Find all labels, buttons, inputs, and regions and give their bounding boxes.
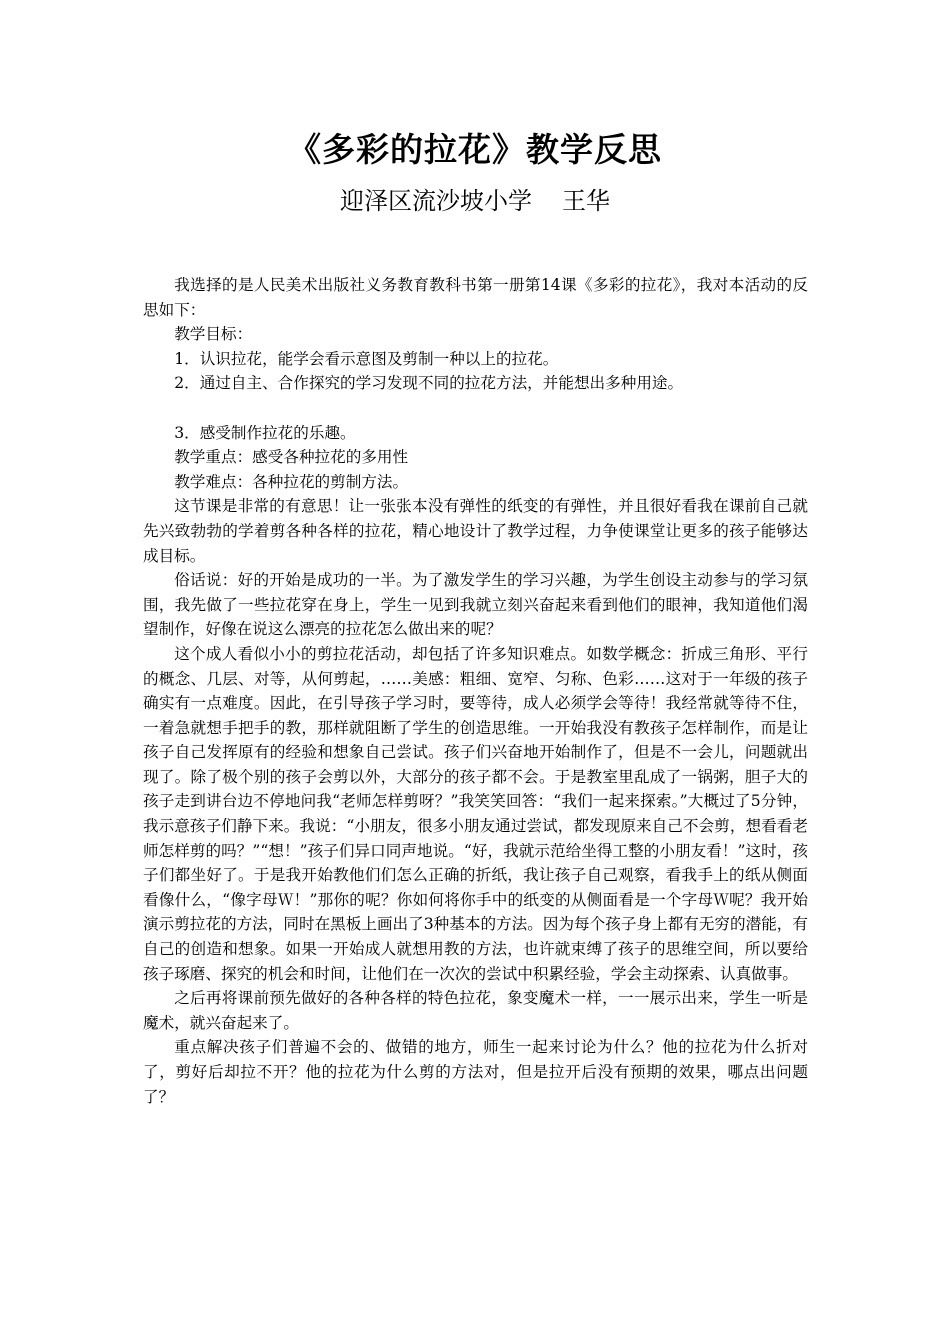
paragraph: 教学难点：各种拉花的剪制方法。 [174, 472, 409, 491]
author-name: 王华 [562, 187, 610, 215]
paragraph: 教学重点：感受各种拉花的多用性 [174, 448, 409, 467]
author-school: 迎泽区流沙坡小学 [340, 187, 532, 215]
paragraph: 这节课是非常的有意思！让一张张本没有弹性的纸变的有弹性，并且很好看我在课前自己就先兴致勃勃的学着剪各种各样的拉花，精心地设计了教学过程，力争使课堂让更多的孩子能够达成目标。 [143, 497, 808, 565]
paragraph: 1．认识拉花，能学会看示意图及剪制一种以上的拉花。 [174, 349, 559, 368]
author-line [0, 185, 950, 217]
paragraph: 之后再将课前预先做好的各种各样的特色拉花，象变魔术一样，一一展示出来，学生一听是魔术，就兴奋起来了。 [143, 989, 808, 1032]
paragraph: 2．通过自主、合作探究的学习发现不同的拉花方法，并能想出多种用途。 [174, 374, 684, 393]
paragraph: 3．感受制作拉花的乐趣。 [174, 423, 356, 442]
blank-line [143, 396, 808, 421]
page-title: 《多彩的拉花》教学反思 [288, 130, 662, 169]
paragraph: 俗话说：好的开始是成功的一半。为了激发学生的学习兴趣，为学生创设主动参与的学习氛围，我先做了一些拉花穿在身上，学生一见到我就立刻兴奋起来看到他们的眼神，我知道他们渴望制作，好像在说这么漂亮的拉花怎么做出来的呢？ [143, 571, 808, 639]
paragraph: 教学目标： [174, 325, 253, 344]
paragraph: 这个成人看似小小的剪拉花活动，却包括了许多知识难点。如数学概念：折成三角形、平行的概念、几层、对等，从何剪起，……美感：粗细、宽窄、匀称、色彩……这对于一年级的孩子确实有一点难度。因此，在引导孩子学习时，要等待，成人必须学会等待！我经常就等待不住，一着急就想手把手的教，那样就阻断了学生的创造思维。一开始我没有教孩子怎样制作，而是让孩子自己发挥原有的经验和想象自己尝试。孩子们兴奋地开始制作了，但是不一会儿，问题就出现了。除了极个别的孩子会剪以外，大部分的孩子都不会。于是教室里乱成了一锅粥，胆子大的孩子走到讲台边不停地问我“老师怎样剪呀？”我笑笑回答：“我们一起来探索。”大概过了5分钟，我示意孩子们静下来。我说：“小朋友，很多小朋友通过尝试，都发现原来自己不会剪，想看看老师怎样剪的吗？”“想！”孩子们异口同声地说。“好，我就示范给坐得工整的小朋友看！”这时，孩子们都坐好了。于是我开始教他们们怎么正确的折纸，我让孩子自己观察，看我手上的纸从侧面看像什么，“像字母Ｗ！”那你的呢？你如何将你手中的纸变的从侧面看是一个字母Ｗ呢？我开始演示剪拉花的方法，同时在黑板上画出了3种基本的方法。因为每个孩子身上都有无穷的潜能，有自己的创造和想象。如果一开始成人就想用教的方法，也许就束缚了孩子的思维空间，所以要给孩子琢磨、探究的机会和时间，让他们在一次次的尝试中积累经验，学会主动探索、认真做事。 [143, 644, 808, 983]
document-body [143, 273, 808, 1109]
paragraph: 重点解决孩子们普遍不会的、做错的地方，师生一起来讨论为什么？他的拉花为什么折对了，剪好后却拉不开？他的拉花为什么剪的方法对，但是拉开后没有预期的效果，哪点出问题了？ [143, 1038, 808, 1106]
paragraph: 我选择的是人民美术出版社义务教育教科书第一册第14课《多彩的拉花》，我对本活动的反思如下： [143, 276, 808, 319]
